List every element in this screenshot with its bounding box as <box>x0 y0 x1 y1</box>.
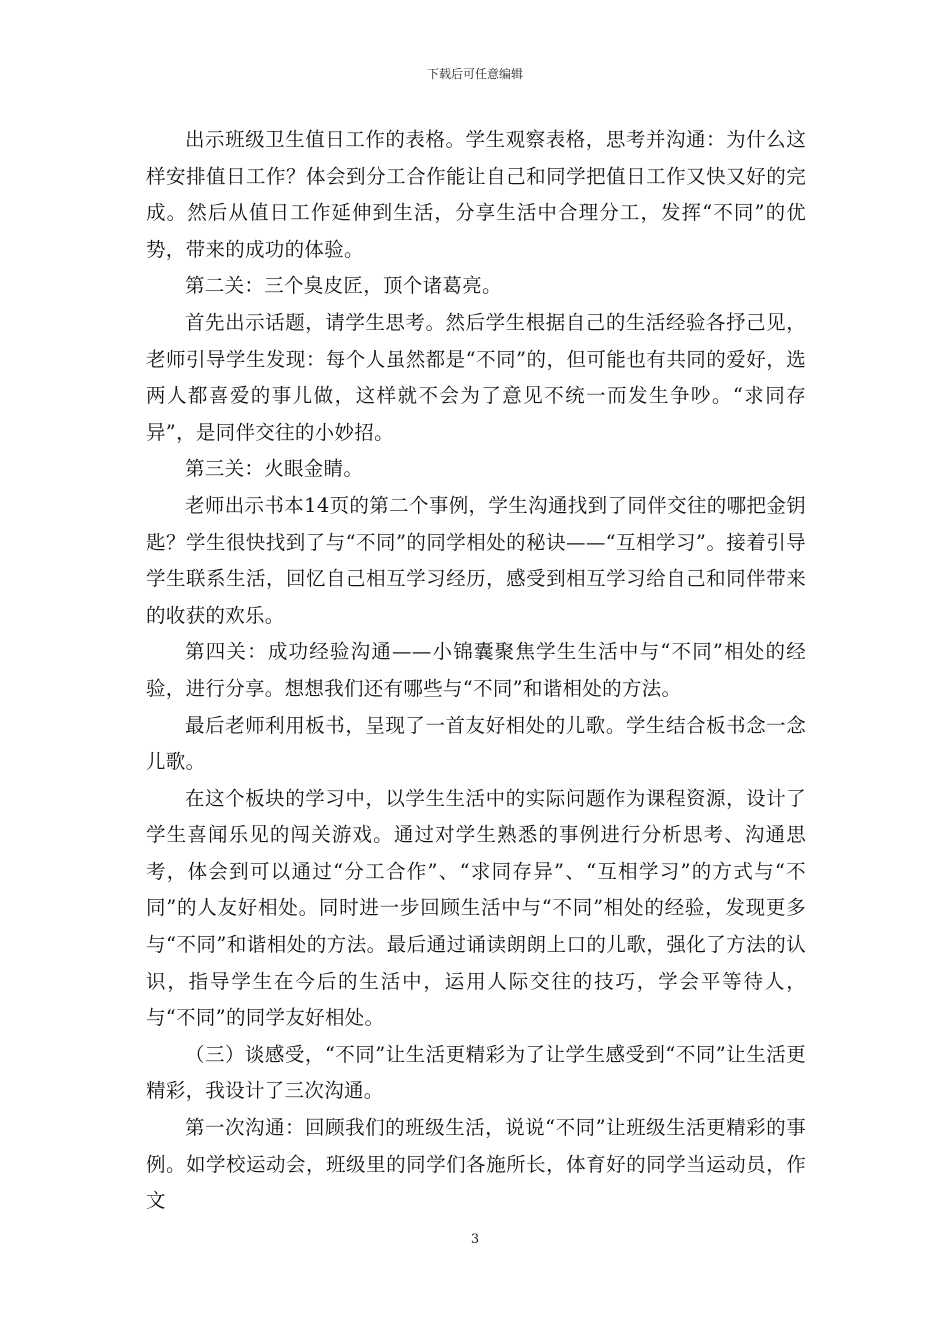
document-body <box>146 122 806 1220</box>
paragraph-section-summary: 在这个板块的学习中，以学生生活中的实际问题作为课程资源，设计了学生喜闻乐见的闯关游戏。通过对学生熟悉的事例进行分析思考、沟通思考，体会到可以通过“分工合作”、“求同存异”、“互相学习”的方式与“不同”的人友好相处。同时进一步回顾生活中与“不同”相处的经验，发现更多与“不同”和谐相处的方法。最后通过诵读朗朗上口的儿歌，强化了方法的认识，指导学生在今后的生活中，运用人际交往的技巧，学会平等待人，与“不同”的同学友好相处。 <box>146 786 806 1030</box>
page-number: 3 <box>470 1232 480 1247</box>
paragraph-level-two-title: 第二关：三个臭皮匠，顶个诸葛亮。 <box>185 274 502 298</box>
paragraph-level-three-body: 老师出示书本14页的第二个事例，学生沟通找到了同伴交往的哪把金钥匙？学生很快找到了与“不同”的同学相处的秘诀——“互相学习”。接着引导学生联系生活，回忆自己相互学习经历，感受到相互学习给自己和同伴带来的收获的欢乐。 <box>146 493 806 627</box>
paragraph-nursery-rhyme: 最后老师利用板书，呈现了一首友好相处的儿歌。学生结合板书念一念儿歌。 <box>146 713 806 774</box>
paragraph-level-two-body: 首先出示话题，请学生思考。然后学生根据自己的生活经验各抒己见，老师引导学生发现：每个人虽然都是“不同”的，但可能也有共同的爱好，选两人都喜爱的事儿做，这样就不会为了意见不统一而发生争吵。“求同存异”，是同伴交往的小妙招。 <box>146 310 806 444</box>
page-header: 下载后可任意编辑 <box>426 67 523 81</box>
paragraph-duty-table: 出示班级卫生值日工作的表格。学生观察表格，思考并沟通：为什么这样安排值日工作？体会到分工合作能让自己和同学把值日工作又快又好的完成。然后从值日工作延伸到生活，分享生活中合理分工，发挥“不同”的优势，带来的成功的体验。 <box>146 128 806 261</box>
paragraph-section-three-heading: （三）谈感受，“不同”让生活更精彩为了让学生感受到“不同”让生活更精彩，我设计了三次沟通。 <box>146 1042 806 1103</box>
paragraph-first-communication: 第一次沟通：回顾我们的班级生活，说说“不同”让班级生活更精彩的事例。如学校运动会，班级里的同学们各施所长，体育好的同学当运动员，作文 <box>146 1116 806 1213</box>
paragraph-level-four: 第四关：成功经验沟通——小锦囊聚焦学生生活中与“不同”相处的经验，进行分享。想想我们还有哪些与“不同”和谐相处的方法。 <box>146 640 806 700</box>
paragraph-level-three-title: 第三关：火眼金睛。 <box>185 457 364 481</box>
